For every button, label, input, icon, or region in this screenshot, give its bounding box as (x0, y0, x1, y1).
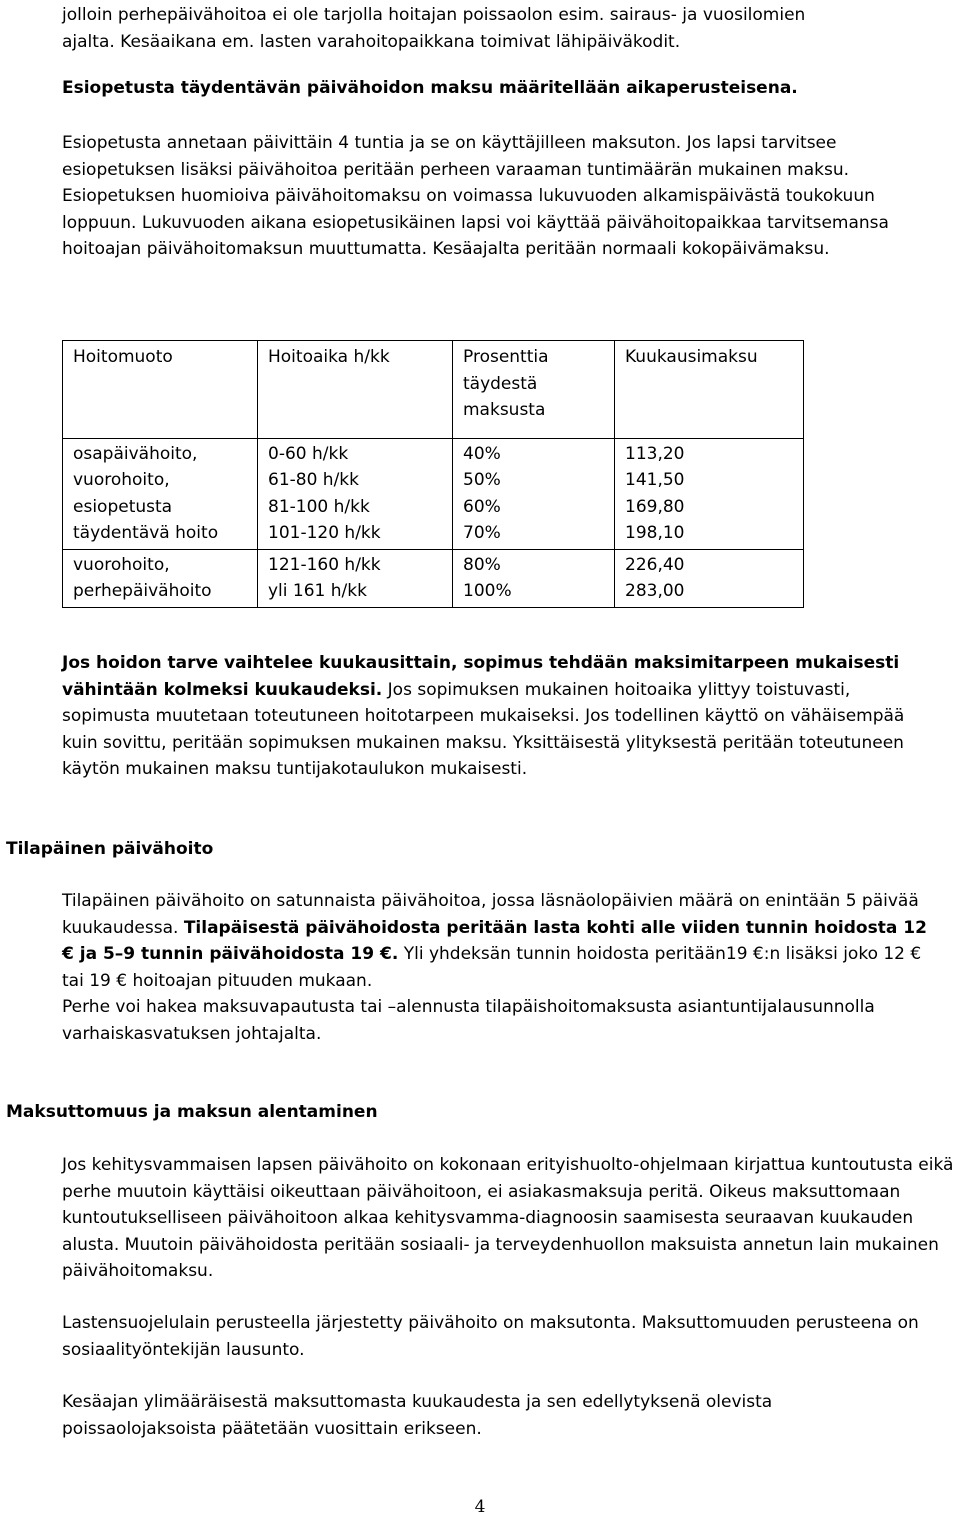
header-percent: Prosenttia täydestä maksusta (453, 341, 615, 439)
header-care-type: Hoitomuoto (63, 341, 258, 439)
variable-need-text: Jos sopimuksen mukainen hoitoaika ylittyy toistuvasti, sopimusta muutetaan toteutuneen hoitotarpeen mukaiseksi. Jos todellinen käyttö on vähäisempää kuin sovittu, peritään sopimuksen mukainen maksu. Yksittäisestä ylityksestä peritään toteutuneen käytön mukainen maksu tuntijakotaulukon mukaisesti. (62, 679, 905, 779)
intro-line-1: jolloin perhepäivähoitoa ei ole tarjolla hoitajan poissaolon esim. sairaus- ja vuosilomien (62, 5, 806, 25)
free-paragraph-1: Jos kehitysvammaisen lapsen päivähoito on kokonaan erityishuolto-ohjelmaan kirjattua kuntoutusta eikä perhe muutoin käyttäisi oikeuttaan päivähoitoon, ei asiakasmaksuja peritä. Oikeus maksuttomaan kuntoutukselliseen päivähoitoon alkaa kehitysvamma-diagnoosin saamisesta seuraavan kuukauden alusta. Muutoin päivähoidosta peritään sosiaali- ja terveydenhuollon maksuista annetun lain mukainen päivähoitomaksu. (62, 1155, 954, 1281)
variable-need-bold: Jos hoidon tarve vaihtelee kuukausittain, sopimus tehdään maksimitarpeen mukaisesti vähintään kolmeksi kuukaudeksi. (62, 653, 900, 700)
preschool-bold-line: Esiopetusta täydentävän päivähoidon maksu määritellään aikaperusteisena. (62, 78, 798, 98)
free-paragraph-3: Kesäajan ylimääräisestä maksuttomasta kuukaudesta ja sen edellytyksenä olevista poissaolojaksoista päätetään vuosittain erikseen. (62, 1392, 773, 1439)
row-percent: 40% 50% 60% 70% (453, 438, 615, 549)
page-number: 4 (474, 1497, 486, 1517)
fee-table (62, 340, 804, 608)
row-care-type: osapäivähoito, vuorohoito, esiopetusta täydentävä hoito (63, 438, 258, 549)
temporary-text-1: Tilapäinen päivähoito on satunnaista päivähoitoa, jossa läsnäolopäivien määrä on enintään 5 päivää kuukaudessa. (62, 891, 919, 938)
row-percent: 80% 100% (453, 549, 615, 607)
variable-need-paragraph (62, 650, 922, 783)
intro-line-2: ajalta. Kesäaikana em. lasten varahoitopaikkana toimivat lähipäiväkodit. (62, 31, 681, 52)
row-hours: 0-60 h/kk 61-80 h/kk 81-100 h/kk 101-120 h/kk (258, 438, 453, 549)
header-hours: Hoitoaika h/kk (258, 341, 453, 439)
intro-text (62, 2, 957, 55)
row-fee: 113,20 141,50 169,80 198,10 (615, 438, 804, 549)
row-fee: 226,40 283,00 (615, 549, 804, 607)
temporary-bold: Tilapäisestä päivähoidosta peritään lasta kohti alle viiden tunnin hoidosta 12 € ja 5–9 tunnin päivähoidosta 19 €. (62, 917, 927, 964)
free-paragraph-2: Lastensuojelulain perusteella järjestetty päivähoito on maksutonta. Maksuttomuuden perusteena on sosiaalityöntekijän lausunto. (62, 1313, 919, 1360)
temporary-paragraph (62, 888, 942, 1047)
header-monthly-fee: Kuukausimaksu (615, 341, 804, 439)
temporary-text-3: Perhe voi hakea maksuvapautusta tai –alennusta tilapäishoitomaksusta asiantuntijalausunnolla varhaiskasvatuksen johtajalta. (62, 997, 875, 1044)
row-hours: 121-160 h/kk yli 161 h/kk (258, 549, 453, 607)
preschool-paragraph: Esiopetusta annetaan päivittäin 4 tuntia ja se on käyttäjilleen maksuton. Jos lapsi tarvitsee esiopetuksen lisäksi päivähoitoa peritään perheen varaaman tuntimäärän mukainen maksu. Esiopetuksen huomioiva päivähoitomaksu on voimassa lukuvuoden alkamispäivästä toukokuun loppuun. Lukuvuoden aikana esiopetusikäinen lapsi voi käyttää päivähoitopaikkaa tarvitsemansa hoitoajan päivähoitomaksun muuttumatta. Kesäajalta peritään normaali kokopäivämaksu. (62, 133, 889, 259)
table-row (63, 438, 804, 549)
table-row (63, 549, 804, 607)
free-heading: Maksuttomuus ja maksun alentaminen (6, 1102, 378, 1122)
row-care-type: vuorohoito, perhepäivähoito (63, 549, 258, 607)
fee-table-header (63, 341, 804, 439)
temporary-heading: Tilapäinen päivähoito (6, 839, 214, 859)
temporary-text-2: Yli yhdeksän tunnin hoidosta peritään19 €:n lisäksi joko 12 € tai 19 € hoitoajan pituuden mukaan. (62, 944, 922, 991)
